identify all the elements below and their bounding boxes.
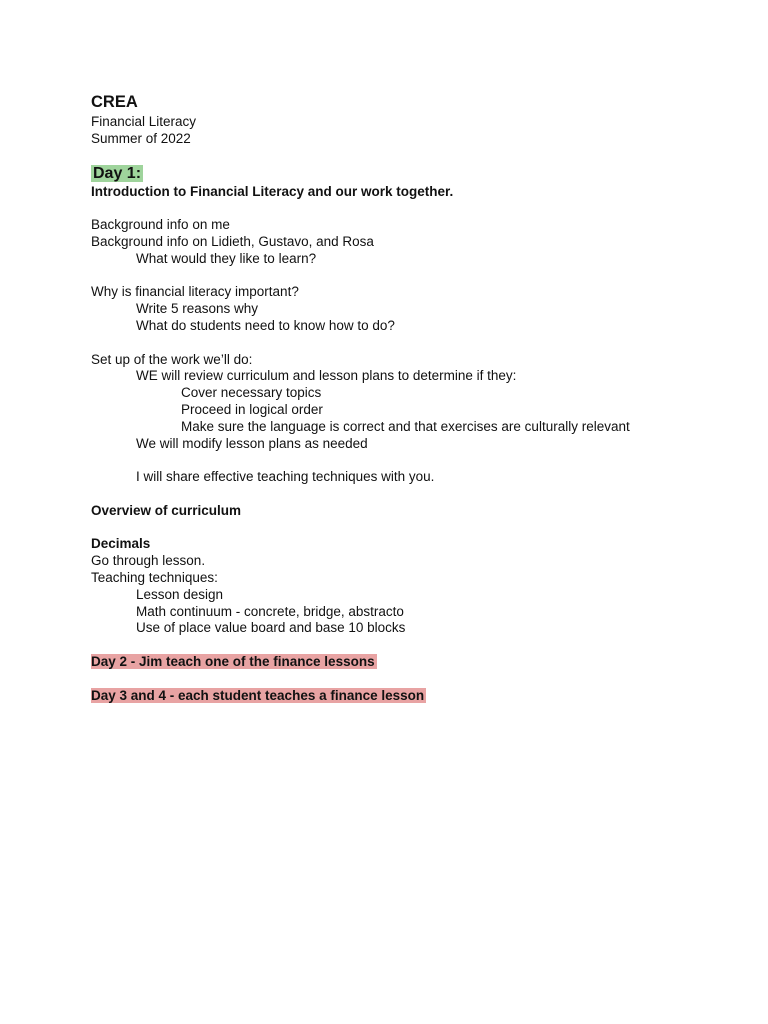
place-value: Use of place value board and base 10 blocks	[136, 620, 406, 636]
why-important: Why is financial literacy important?	[91, 284, 299, 300]
day1-heading-text: Day 1:	[93, 164, 142, 182]
modify-line: We will modify lesson plans as needed	[136, 435, 368, 451]
teaching-techniques: Teaching techniques:	[91, 569, 218, 585]
document-page	[91, 92, 751, 704]
like-to-learn: What would they like to learn?	[136, 250, 317, 266]
language-line: Make sure the language is correct and that exercises are culturally relevant	[181, 418, 630, 434]
review-line: WE will review curriculum and lesson plans to determine if they:	[136, 368, 517, 384]
day34-line	[91, 688, 751, 705]
share-line: I will share effective teaching techniques with you.	[136, 469, 435, 485]
day2-text: Day 2 - Jim teach one of the finance lessons	[91, 653, 375, 669]
students-need: What do students need to know how to do?	[136, 317, 395, 333]
doc-title: CREA	[91, 93, 138, 111]
background-others: Background info on Lidieth, Gustavo, and Rosa	[91, 233, 374, 249]
overview-heading: Overview of curriculum	[91, 502, 242, 518]
lesson-design: Lesson design	[136, 586, 224, 602]
intro-line: Introduction to Financial Literacy and our work together.	[91, 183, 454, 199]
five-reasons: Write 5 reasons why	[136, 301, 259, 317]
setup-line: Set up of the work we’ll do:	[91, 351, 253, 367]
cover-topics: Cover necessary topics	[181, 385, 322, 401]
decimals-heading: Decimals	[91, 536, 151, 552]
logical-order: Proceed in logical order	[181, 401, 323, 417]
math-continuum: Math continuum - concrete, bridge, abstracto	[136, 603, 404, 619]
go-through-line: Go through lesson.	[91, 553, 206, 569]
day2-line	[91, 654, 751, 671]
day34-text: Day 3 and 4 - each student teaches a finance lesson	[91, 687, 425, 703]
day1-heading	[91, 164, 751, 184]
doc-subtitle: Financial Literacy	[91, 114, 197, 129]
doc-term: Summer of 2022	[91, 130, 191, 146]
background-me: Background info on me	[91, 217, 230, 233]
